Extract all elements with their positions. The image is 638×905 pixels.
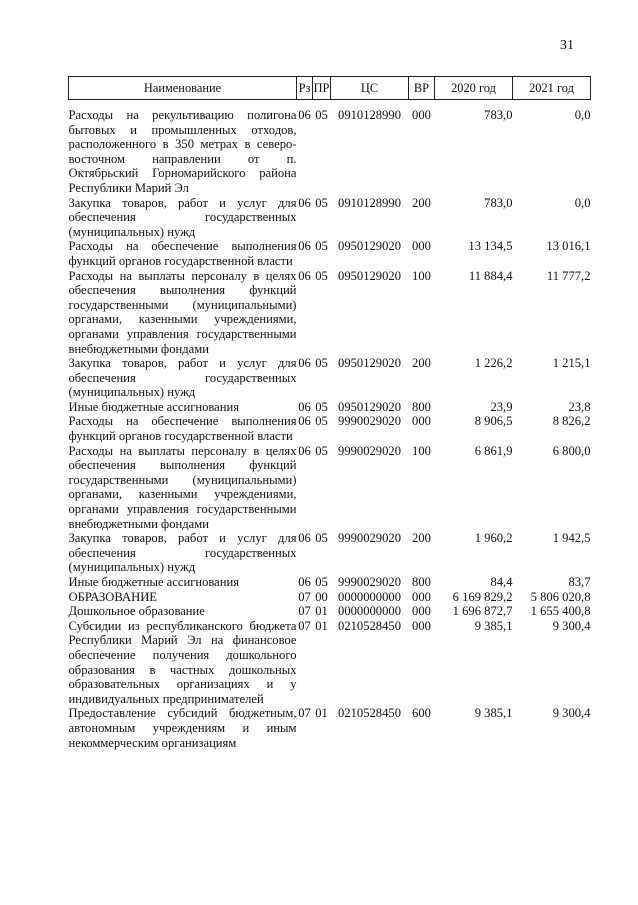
row-rz: 06 (298, 575, 311, 589)
table-header-row (69, 77, 591, 100)
row-2020: 13 134,5 (468, 239, 513, 254)
row-pr: 01 (315, 706, 328, 721)
table-row (69, 269, 591, 357)
row-vr: 000 (412, 108, 431, 122)
table-row (69, 444, 591, 532)
row-cs: 0210528450 (338, 706, 401, 721)
row-vr: 000 (412, 414, 431, 429)
col-header-2021: 2021 год (513, 77, 591, 100)
row-2021: 9 300,4 (552, 706, 591, 721)
row-2020: 8 906,5 (474, 414, 513, 429)
row-pr: 01 (315, 618, 328, 633)
row-2021: 0,0 (574, 195, 591, 210)
row-name: Закупка товаров, работ и услуг для обеспечения государственных (муниципальных) нужд (68, 531, 297, 575)
row-cs: 0210528450 (338, 618, 401, 633)
row-name: Иные бюджетные ассигнования (68, 399, 240, 414)
row-name: ОБРАЗОВАНИЕ (68, 589, 157, 604)
col-header-vr: ВР (409, 77, 435, 100)
row-vr: 800 (412, 575, 431, 589)
row-vr: 800 (412, 399, 431, 414)
row-cs: 9990029020 (338, 414, 401, 429)
row-name: Предоставление субсидий бюджетным, автономным учреждениям и иным некоммерческим организациям (68, 706, 297, 750)
row-rz: 07 (298, 604, 311, 619)
row-pr: 01 (315, 604, 328, 619)
col-header-cs: ЦС (331, 77, 409, 100)
row-vr: 200 (412, 356, 431, 371)
row-2021: 6 800,0 (552, 443, 591, 458)
budget-table (68, 76, 591, 750)
row-2020: 9 385,1 (474, 706, 513, 721)
col-header-pr: ПР (313, 77, 331, 100)
col-header-2020: 2020 год (435, 77, 513, 100)
row-2020: 23,9 (490, 399, 513, 414)
row-cs: 0910128990 (338, 108, 401, 122)
row-pr: 05 (315, 531, 328, 546)
row-rz: 07 (298, 618, 311, 633)
table-row (69, 706, 591, 750)
table-row (69, 590, 591, 605)
row-name: Закупка товаров, работ и услуг для обеспечения государственных (муниципальных) нужд (68, 356, 297, 400)
table-row (69, 575, 591, 590)
row-2020: 783,0 (484, 108, 513, 122)
row-cs: 0000000000 (338, 589, 401, 604)
row-name: Дошкольное образование (68, 604, 205, 619)
row-name: Закупка товаров, работ и услуг для обеспечения государственных (муниципальных) нужд (68, 195, 297, 239)
row-vr: 200 (412, 195, 431, 210)
row-2020: 783,0 (484, 195, 513, 210)
table-row (69, 239, 591, 268)
row-2020: 1 226,2 (474, 356, 513, 371)
row-name: Расходы на обеспечение выполнения функций органов государственной власти (68, 414, 297, 444)
row-2021: 8 826,2 (552, 414, 591, 429)
row-pr: 05 (315, 575, 328, 589)
table-row (69, 531, 591, 575)
row-name: Расходы на выплаты персоналу в целях обеспечения выполнения функций государственными (муниципальными) органами, казенными учреждениями, органами управления государственными внебюджетными фондами (68, 443, 297, 531)
row-pr: 00 (315, 589, 328, 604)
row-rz: 06 (298, 356, 311, 371)
row-pr: 05 (315, 195, 328, 210)
row-vr: 100 (412, 443, 431, 458)
row-name: Расходы на рекультивацию полигона бытовых и промышленных отходов, расположенного в 350 метрах в северо-восточном направлении от п. Октябрьский Горномарийского района Республики Марий Эл (68, 108, 297, 195)
row-cs: 0950129020 (338, 356, 401, 371)
row-rz: 06 (298, 443, 311, 458)
row-pr: 05 (315, 356, 328, 371)
row-pr: 05 (315, 239, 328, 254)
row-name: Иные бюджетные ассигнования (68, 575, 240, 589)
row-2021: 1 942,5 (552, 531, 591, 546)
row-name: Субсидии из республиканского бюджета Республики Марий Эл на финансовое обеспечение получения дошкольного образования в частных дошкольных образовательных организациях и у индивидуальных предпринимателей (68, 618, 297, 706)
row-pr: 05 (315, 108, 328, 122)
page-number: 31 (560, 38, 574, 53)
row-2021: 9 300,4 (552, 618, 591, 633)
row-2020: 84,4 (490, 575, 513, 589)
row-cs: 0950129020 (338, 239, 401, 254)
row-pr: 05 (315, 443, 328, 458)
row-rz: 06 (298, 399, 311, 414)
row-rz: 06 (298, 195, 311, 210)
row-pr: 05 (315, 268, 328, 283)
row-2020: 1 960,2 (474, 531, 513, 546)
row-name: Расходы на выплаты персоналу в целях обеспечения выполнения функций государственными (муниципальными) органами, казенными учреждениями, органами управления государственными внебюджетными фондами (68, 268, 297, 356)
row-rz: 07 (298, 589, 311, 604)
row-cs: 9990029020 (338, 575, 401, 589)
row-2020: 6 169 829,2 (452, 589, 513, 604)
row-vr: 100 (412, 268, 431, 283)
row-2021: 5 806 020,8 (530, 589, 591, 604)
row-cs: 0910128990 (338, 195, 401, 210)
row-2021: 23,8 (568, 399, 591, 414)
row-rz: 06 (298, 531, 311, 546)
table-row (69, 196, 591, 240)
table-row (69, 356, 591, 400)
col-header-rz: Рз (297, 77, 313, 100)
row-2020: 9 385,1 (474, 618, 513, 633)
row-vr: 000 (412, 589, 431, 604)
row-vr: 000 (412, 604, 431, 619)
table-row (69, 414, 591, 443)
row-rz: 06 (298, 414, 311, 429)
row-cs: 0950129020 (338, 399, 401, 414)
row-2021: 1 655 400,8 (530, 604, 591, 619)
table-row (69, 400, 591, 415)
row-2021: 11 777,2 (546, 268, 591, 283)
row-cs: 0950129020 (338, 268, 401, 283)
row-rz: 06 (298, 108, 311, 122)
row-cs: 0000000000 (338, 604, 401, 619)
row-pr: 05 (315, 414, 328, 429)
row-name: Расходы на обеспечение выполнения функций органов государственной власти (68, 239, 297, 268)
col-header-name: Наименование (69, 77, 297, 100)
row-2021: 13 016,1 (546, 239, 591, 254)
row-2021: 1 215,1 (552, 356, 591, 371)
row-2021: 83,7 (568, 575, 591, 589)
row-2021: 0,0 (574, 108, 591, 122)
table-row (69, 619, 591, 707)
row-rz: 06 (298, 268, 311, 283)
row-vr: 000 (412, 618, 431, 633)
row-cs: 9990029020 (338, 443, 401, 458)
row-rz: 06 (298, 239, 311, 254)
row-vr: 600 (412, 706, 431, 721)
row-2020: 6 861,9 (474, 443, 513, 458)
row-rz: 07 (298, 706, 311, 721)
table-row (69, 108, 591, 196)
row-2020: 11 884,4 (468, 268, 513, 283)
table-row (69, 604, 591, 619)
row-cs: 9990029020 (338, 531, 401, 546)
row-vr: 200 (412, 531, 431, 546)
row-vr: 000 (412, 239, 431, 254)
row-pr: 05 (315, 399, 328, 414)
row-2020: 1 696 872,7 (452, 604, 513, 619)
